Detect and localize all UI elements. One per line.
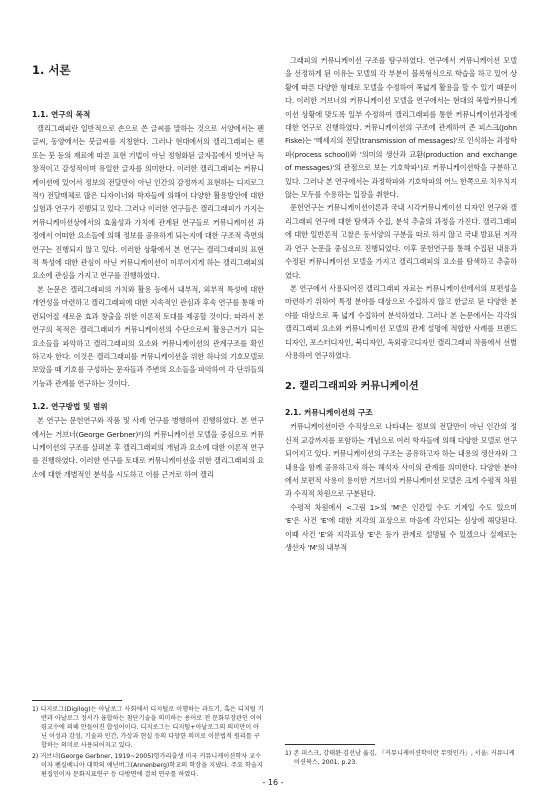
footnote: 1) 디지로그(Digilog)는 아날로그 사회에서 디지털로 이행하는 과도기, 혹은 디지털 기반과 아날로그 정서가 융합하는 첨단기술을 의미하는 용어로 전 문화부장관인 이어령교수에 의해 만들어진 합성어이다. 디지로그는 디지털+아날로그의 의미만이 아닌 이성과 감성, 기술과 인간, 가상과 현실 등의 다양한 의미로 이분법적 원리를 구합하는 의미로 사용되어지고 있다. bbox=[32, 706, 264, 749]
purpose-paragraph: 본 논문은 캘리그래피의 가치와 활용 등에서 내부적, 외부적 특성에 대한 개연성을 마련하고 캘리그래피에 대한 지속적인 관심과 후속 연구를 통해 마련되어질 새로운 효과 창출을 위한 이론적 토대를 제공할 것이다. 따라서 본 연구의 목적은 캘리그래피가 커뮤니케이션의 수단으로써 활용근거가 되는 요소들을 파악하고 캘리그래피의 요소와 커뮤니케이션의 관계구조를 확인하고자 한다. 이것은 캘리그래피를 커뮤니케이션을 위한 하나의 기호모델로 보았을 때 기호를 구성하는 문자들과 주변의 요소들을 파악하여 각 단위들의 기능과 관계를 연구하는 것이다. bbox=[32, 284, 264, 388]
structure-paragraph: 수평적 차원에서 <그림 1>의 'M'은 인간일 수도 기계일 수도 있으며 'E'은 사건 'E'에 대한 지각의 표상으로 마음에 각인되는 심상에 해당된다. 이때 사건 'E'와 지각표상 'E'은 등가 관계로 설명될 수 있겠으나 실제로는 생산자 'M'의 내부적 bbox=[285, 502, 517, 552]
subsection-title-purpose: 1.1. 연구의 목적 bbox=[32, 110, 91, 119]
right-footnotes bbox=[285, 744, 517, 769]
subsection-title-structure: 2.1. 커뮤니케이션의 구조 bbox=[285, 408, 373, 418]
purpose-paragraph: 캘리그래피란 일반적으로 손으로 쓴 글씨를 말하는 것으로 서양에서는 펜글씨, 동양에서는 붓글씨를 지칭한다. 그러나 현대에서의 캘리그래피는 펜 또는 붓 등의 재료에 따른 표현 기법이 아닌 정형화된 글자꼴에서 벗어난 독창적이고 감성적이며 유일한 글자를 의미한다. 이러한 캘리그래피는 커뮤니케이션에 있어서 정보의 전달만이 아닌 인간의 감정까지 표현하는 디지로그적¹) 전달매체로 많은 디자이너와 학자들에 의해여 다양한 활용방안에 대한 실험과 연구가 진행되고 있다. 그러나 이러한 연구들은 캘리그래피가 가지는 커뮤니케이션상에서의 효율성과 가치에 관계된 연구들로 커뮤니케이션 과정에서 어떠한 요소들에 의해 정보를 공유하게 되는지에 대한 구조적 측면의 연구는 진행되지 않고 있다. 이러한 상황에서 본 연구는 캘리그래피의 표현적 특성에 대한 관심이 아닌 커뮤니케이션이 이루어지게 하는 캘리그래피의 요소에 관심을 가지고 연구를 진행하였다. bbox=[32, 124, 264, 281]
continuation-paragraph: 본 연구에서 사용되어진 캘리그래피 자료는 커뮤니케이션에서의 보편성을 마련하기 위하여 특정 분야를 대상으로 수집하지 않고 한글로 된 다양한 분야를 대상으로 폭 넓게 수집하여 분석하였다. 그러나 본 논문에서는 각각의 캘리그래피 요소와 커뮤니케이션 모델의 관계 설명에 적합한 사례를 브랜드디자인, 포스터디자인, 북디자인, 옥외광고디자인 캘리그래피 작품에서 선별 사용하여 연구하였다. bbox=[285, 283, 517, 360]
page-number: - 16 - bbox=[262, 778, 284, 787]
section-title-introduction: 1. 서론 bbox=[32, 63, 71, 77]
left-footnotes bbox=[32, 700, 264, 781]
subsection-title-method: 1.2. 연구방법 및 범위 bbox=[32, 402, 108, 412]
footnote-divider bbox=[285, 744, 375, 745]
right-column bbox=[285, 54, 517, 554]
continuation-paragraph: 문헌연구는 커뮤니케이션이론과 국내 시각커뮤니케이션 디자인 연구와 캘리그래피 연구에 대한 탐색과 수집, 분석 추출의 과정을 가진다. 캘리그래피에 대한 일반론적 고찰은 동서양의 구분을 따로 하지 않고 국내 발표된 저작과 연구 논문을 중심으로 진행되었다. 이후 문헌연구를 통해 수집된 내용과 수정된 커뮤니케이션 모델을 가지고 캘리그래피의 요소를 탐색하고 추출하였다. bbox=[285, 203, 517, 280]
structure-paragraph: 커뮤니케이션이란 수직상으로 나타내는 정보의 전달만이 아닌 인간의 정신적 교감까지를 포함하는 개념으로 여러 학자들에 의해 다양한 모델로 연구되어지고 있다. 커뮤니케이션의 구조는 공유하고자 하는 내용의 생산자와 그 내용을 함께 공유하고자 하는 해석자 사이의 관계를 의미한다. 다양한 분야에서 보편적 사용이 용이한 거브너의 커뮤니케이션 모델은 크게 수평적 차원과 수직적 차원으로 구분된다. bbox=[285, 422, 517, 499]
footnote-divider bbox=[32, 700, 122, 701]
footnote: 1) 존 피스크, 강태완·김선남 옮김, 『커뮤니케이션학이란 무엇인가』, 서울: 커뮤니케이션북스, 2001, p.23. bbox=[285, 750, 515, 766]
continuation-paragraph: 그래피의 커뮤니케이션 구조를 탐구하였다. 연구에서 커뮤니케이션 모델을 선정하게 된 이유는 모델의 각 부분이 블록형식으로 학습을 하고 있어 상황에 따른 다양한 형태로 모델을 수정하여 폭넓게 활용을 할 수 있기 때문이다. 이러한 거브너의 커뮤니케이션 모델을 연구에서는 현대의 복합커뮤니케이션 상황에 맞도록 일부 수정하여 캘리그래피를 통한 커뮤니케이션과정에 대한 연구로 진행하였다. 커뮤니케이션의 구조에 관계하여 존 피스크(John Fiske)는 '메세지의 전달(transmission of messages)'로 인식하는 과정학파(process school)와 '의미의 생산과 교환(production and exchange of messages)'의 관점으로 보는 기호학파¹)로 커뮤니케이션학을 구분하고 있다. 그러나 본 연구에서는 과정학파와 기호학파의 어느 한쪽으로 치우치지 않는 모두를 수용하는 입장을 취한다. bbox=[285, 56, 517, 200]
left-column bbox=[32, 54, 264, 481]
section-title-calligraphy-communication: 2. 캘리그래피와 커뮤니케이션 bbox=[285, 381, 419, 393]
method-paragraph: 본 연구는 문헌연구와 작품 및 사례 연구를 병행하여 진행하였다. 본 연구에서는 거브너(George Gerbner)²)의 커뮤니케이션 모델을 중심으로 커뮤니케이션의 구조를 살펴본 후 캘리그래피의 개념과 요소에 대한 이론적 연구를 진행하였다. 이러한 연구를 토대로 커뮤니케이션을 위한 캘리그래피의 요소에 대한 개별적인 분석을 시도하고 이를 근거로 하여 캘리 bbox=[32, 416, 264, 479]
footnote: 2) 거브너(George Gerbner, 1919~2005)헝가리출생 미국 커뮤니케이션학자 교수이자 펜실베니아 대학의 애넌버그(Annenberg)학교의 학장을 지냈다. 주요 학술지 편집인이자 문화지표연구 등 다방면에 걸쳐 연구를 하였다. bbox=[32, 753, 263, 778]
